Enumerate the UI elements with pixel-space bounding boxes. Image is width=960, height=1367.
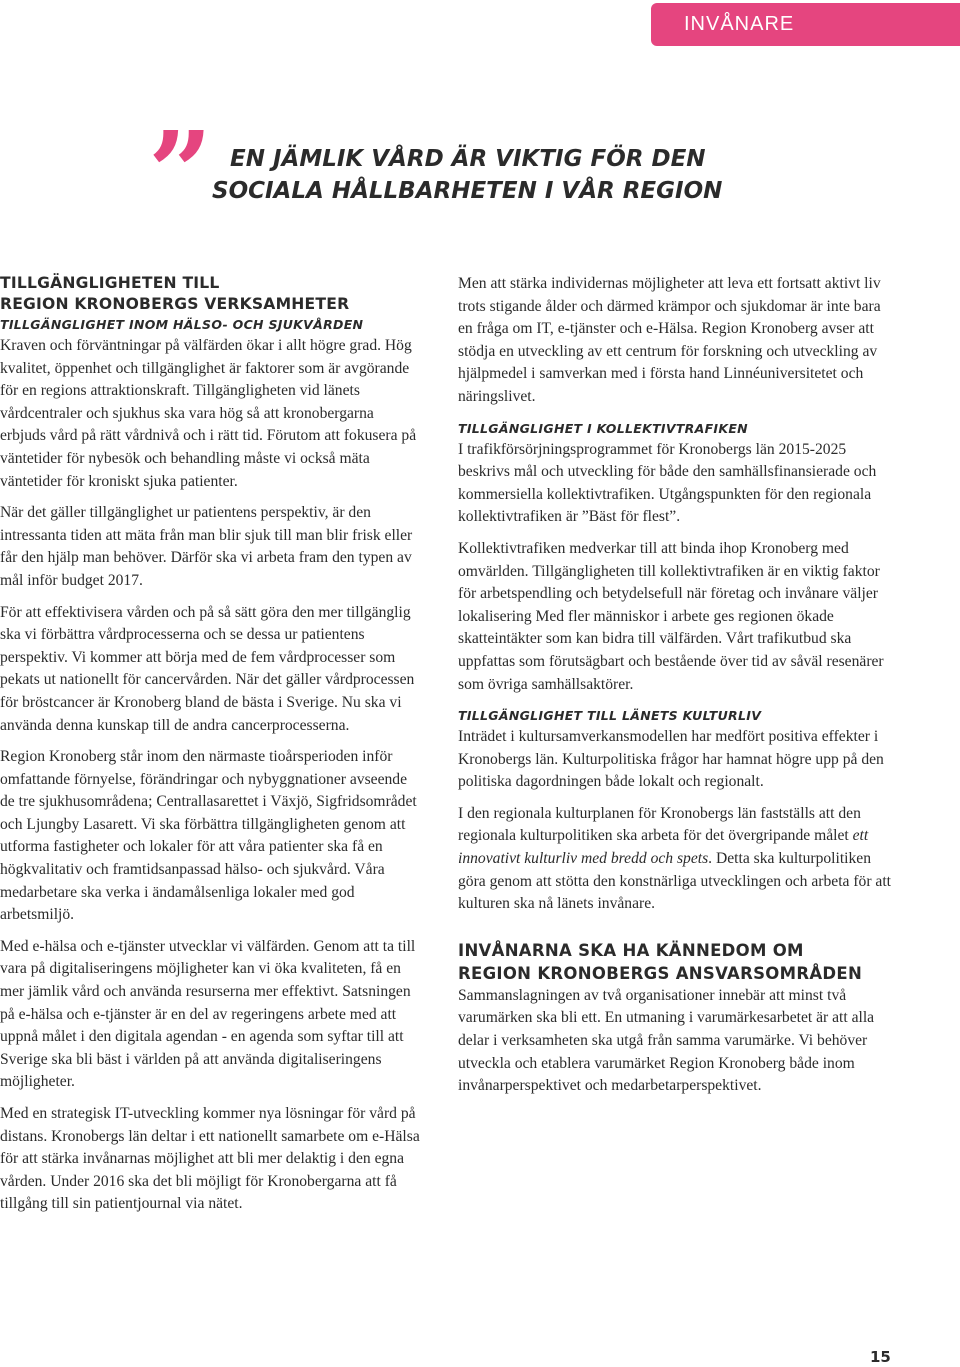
paragraph: Inträdet i kultursamverkansmodellen har medfört positiva effekter i Kronobergs län. Kulturpolitiska frågor har hamnat högre upp på den politiska dagordningen både lokalt och regionalt. <box>458 728 884 791</box>
paragraph: När det gäller tillgänglighet ur patientens perspektiv, är den intressanta tiden att mäta från man blir sjuk till man blir frisk eller får den hjälp man behöver. Därför ska vi arbeta fram den typen av mål inför budget 2017. <box>0 504 413 589</box>
quote-mark-icon: ” <box>148 108 213 239</box>
section-tab: INVÅNARE <box>651 3 960 46</box>
left-column <box>0 273 420 1225</box>
section-heading-line-2: REGION KRONOBERGS VERKSAMHETER <box>0 295 350 313</box>
paragraph: Kollektivtrafiken medverkar till att binda ihop Kronoberg med omvärlden. Tillgängligheten till kollektivtrafiken är en viktig faktor för arbetspendling och betydelsefull när företag och invånare väljer lokalisering Med fler människor i arbete ges regionen ökade skatteintäkter som kan bidra till välfärden. Vårt trafikutbud ska uppfattas som förutsägbart och bestående över tid av såväl resenärer som övriga samhällsaktörer. <box>458 539 884 693</box>
paragraph-text: I den regionala kulturplanen för Kronobergs län fastställs att den regionala kulturpolitiken ska arbeta för det övergripande målet <box>458 804 861 845</box>
italic-phrase: ett innovativt kulturliv med bredd och spets <box>458 827 869 868</box>
section-heading-brand <box>458 939 898 985</box>
paragraph: För att effektivisera vården och på så sätt göra den mer tillgänglig ska vi förbättra vårdprocesserna och se dessa ur patientens perspektiv. Vi kommer att börja med de fem vårdprocesser som pekats ut nationellt för cancervården. När det gäller vårdprocessen för bröstcancer är Kronoberg bland de bästa i Sverige. Nu ska vi använda denna kunskap till de andra cancerprocesserna. <box>0 603 415 734</box>
pull-quote <box>212 143 812 207</box>
paragraph: I trafikförsörjningsprogrammet för Kronobergs län 2015-2025 beskrivs mål och utveckling för både den samhällsfinansierade och kommersiella kollektivtrafiken. Utgångspunkten för den regionala kollektivtrafiken är ”Bäst för flest”. <box>458 440 877 526</box>
section-heading-line-1: TILLGÄNGLIGHETEN TILL <box>0 274 220 292</box>
subheading-culture: TILLGÄNGLIGHET TILL LÄNETS KULTURLIV <box>458 708 762 724</box>
paragraph: Region Kronoberg står inom den närmaste tioårsperioden inför omfattande förnyelse, förändringar och nybyggnationer avseende de tre sjukhusområdena; Centrallasarettet i Växjö, Sigfridsområdet och Ljungby Lasarett. Vi ska förbättra tillgängligheten genom att utforma fastigheter och lokaler för att våra patienter ska få en högkvalitativ och framtidsanpassad hälso- och sjukvård. Våra medarbetare ska verka i ändamålsenliga lokaler med god arbetsmiljö. <box>0 748 417 924</box>
section-heading-brand-line-1: INVÅNARNA SKA HA KÄNNEDOM OM <box>458 940 804 960</box>
pull-quote-line-2: SOCIALA HÅLLBARHETEN I VÅR REGION <box>212 178 723 204</box>
paragraph: Med e-hälsa och e-tjänster utvecklar vi välfärden. Genom att ta till vara på digitaliseringens möjligheter kan vi öka kvaliteten, få en mer jämlik vård och använda resurserna mer effektivt. Satsningen på e-hälsa och e-tjänster är en del av regeringens arbete med att uppnå målet i den digitala agendan - en agenda som syftar till att Sverige ska bli bäst i världen på att använda digitaliseringens möjligheter. <box>0 937 416 1091</box>
section-heading-brand-line-2: REGION KRONOBERGS ANSVARSOMRÅDEN <box>458 963 863 983</box>
paragraph: Kraven och förväntningar på välfärden ökar i allt högre grad. Hög kvalitet, öppenhet och tillgänglighet är faktorer som är avgörande för en regions attraktionskraft. Tillgängligheten vid länets vårdcentraler och sjukhus ska vara hög så att kronobergarna erbjuds vård på rätt vårdnivå och i rätt tid. Förutom att fokusera på väntetider för nybesök och behandling måste vi också mäta väntetider för kroniskt sjuka patienter. <box>0 337 417 490</box>
pull-quote-line-1: EN JÄMLIK VÅRD ÄR VIKTIG FÖR DEN <box>230 146 706 172</box>
page-number: 15 <box>870 1348 891 1366</box>
paragraph: Sammanslagningen av två organisationer innebär att minst två varumärken ska bli ett. En utmaning i varumärkesarbetet är att alla delar i verksamheten ska utgå från samma varumärke. Vi behöver utveckla och etablera varumärket Region Kronoberg både inom invånarperspektivet och medarbetarperspektivet. <box>458 986 875 1095</box>
right-column <box>458 273 898 1098</box>
paragraph-text: . Detta ska kulturpolitiken göra genom att stötta den konstnärliga utvecklingen och arbeta för att kulturen ska nå länets invånare. <box>458 850 892 913</box>
paragraph: Men att stärka individernas möjligheter att leva ett fortsatt aktivt liv trots stigande ålder och därmed krämpor och sjukdomar är inte bara en fråga om IT, e-tjänster och e-Hälsa. Region Kronoberg avser att stödja en utveckling av ett centrum för forskning och utveckling av hjälpmedel i samverkan med i första hand Linnéuniversitetet och näringslivet. <box>458 275 881 405</box>
paragraph <box>458 803 898 916</box>
subheading-public-transport: TILLGÄNGLIGHET I KOLLEKTIVTRAFIKEN <box>458 420 748 436</box>
paragraph: Med en strategisk IT-utveckling kommer nya lösningar för vård på distans. Kronobergs län deltar i ett nationellt samarbete om e-Hälsa för att stärka invånarnas möjlighet att bli mer delaktig i den egna vården. Under 2016 ska det bli möjligt för Kronobergarna att få tillgång till sin patientjournal via nätet. <box>0 1105 420 1213</box>
subheading-healthcare: TILLGÄNGLIGHET INOM HÄLSO- OCH SJUKVÅRDEN <box>0 317 364 332</box>
